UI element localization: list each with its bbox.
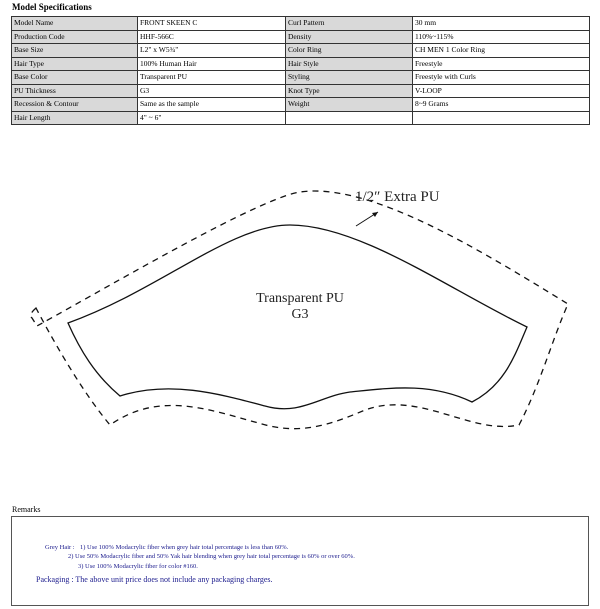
spec-label: Base Color: [12, 71, 138, 85]
spec-label: Hair Style: [286, 57, 413, 71]
packaging-note: Packaging : The above unit price does not include any packaging charges.: [36, 575, 273, 584]
spec-label: Recession & Contour: [12, 98, 138, 112]
remarks-label: Remarks: [12, 505, 41, 514]
spec-value: [286, 111, 413, 125]
spec-value: Freestyle: [413, 57, 590, 71]
base-diagram: [0, 170, 600, 460]
table-row: [12, 98, 590, 112]
spec-label: Density: [286, 30, 413, 44]
spec-value: FRONT SKEEN C: [138, 17, 286, 31]
spec-label: Production Code: [12, 30, 138, 44]
grey-hair-line-2: 2) Use 50% Modacrylic fiber and 50% Yak hair blending when grey hair total percentage is 60% or over 60%.: [68, 553, 355, 560]
spec-label: Curl Pattern: [286, 17, 413, 31]
spec-label: Styling: [286, 71, 413, 85]
spec-label: Color Ring: [286, 44, 413, 58]
spec-label: Model Name: [12, 17, 138, 31]
g3-label: G3: [291, 307, 309, 322]
spec-label: PU Thickness: [12, 84, 138, 98]
spec-value: HHF-566C: [138, 30, 286, 44]
spec-label: Hair Length: [12, 111, 138, 125]
table-row: [12, 71, 590, 85]
spec-value: 4" ~ 6": [138, 111, 286, 125]
table-row: [12, 17, 590, 31]
transparent-pu-label: Transparent PU: [256, 291, 344, 306]
spec-label: Knot Type: [286, 84, 413, 98]
extra-pu-label: 1/2″ Extra PU: [355, 189, 440, 205]
spec-value: 8~9 Grams: [413, 98, 590, 112]
table-row: [12, 30, 590, 44]
spec-value: Transparent PU: [138, 71, 286, 85]
spec-value: L2" x W5¾": [138, 44, 286, 58]
table-row: [12, 57, 590, 71]
spec-value: V-LOOP: [413, 84, 590, 98]
spec-label: Weight: [286, 98, 413, 112]
arrow-head: [372, 212, 378, 217]
grey-hair-line-1: 1) Use 100% Modacrylic fiber when grey hair total percentage is less than 60%.: [80, 544, 289, 551]
spec-value: CH MEN 1 Color Ring: [413, 44, 590, 58]
table-row: [12, 44, 590, 58]
table-row: [12, 111, 590, 125]
spec-value: G3: [138, 84, 286, 98]
spec-value: 30 mm: [413, 17, 590, 31]
spec-value: Same as the sample: [138, 98, 286, 112]
table-row: [12, 84, 590, 98]
page-title: Model Specifications: [12, 2, 92, 12]
spec-label: Base Size: [12, 44, 138, 58]
spec-value: 110%~115%: [413, 30, 590, 44]
spec-value: Freestyle with Curls: [413, 71, 590, 85]
spec-value: [413, 111, 590, 125]
spec-label: Hair Type: [12, 57, 138, 71]
spec-value: 100% Human Hair: [138, 57, 286, 71]
spec-table: [11, 16, 590, 125]
grey-hair-label: Grey Hair :: [45, 544, 75, 551]
remarks-box: [11, 516, 589, 606]
grey-hair-line-3: 3) Use 100% Modacrylic fiber for color #160.: [78, 563, 198, 570]
